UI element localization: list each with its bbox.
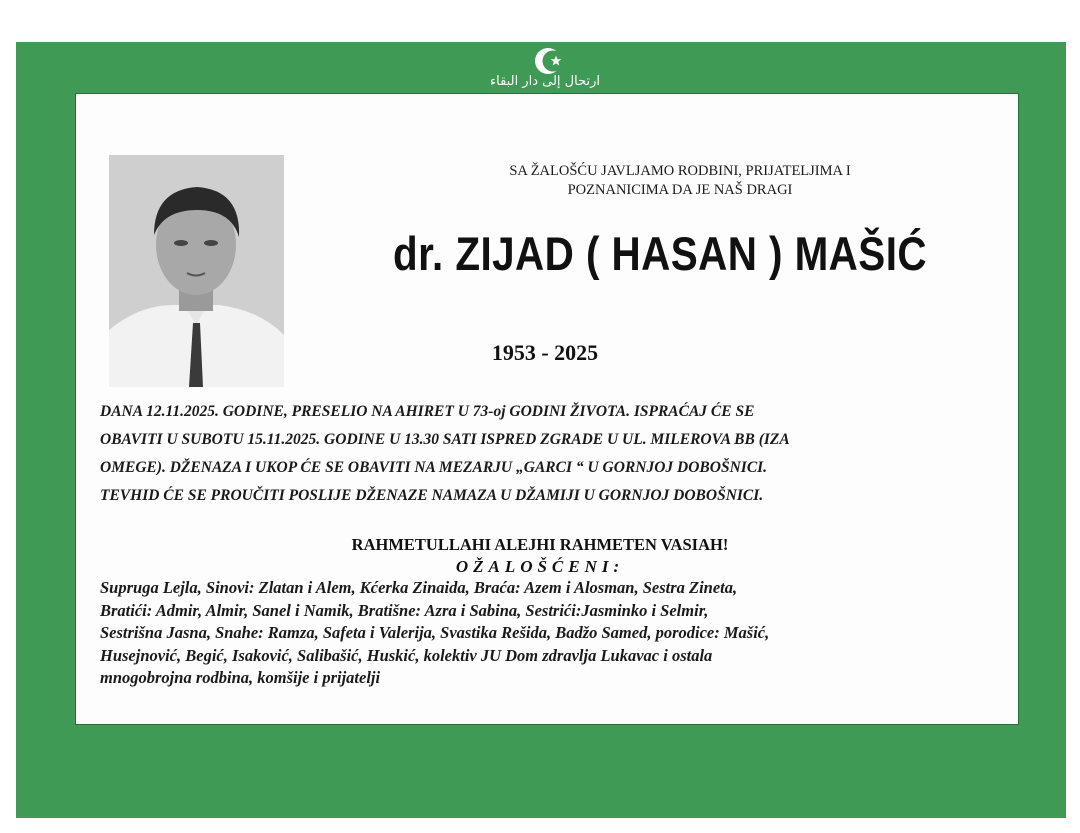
crescent-star-icon xyxy=(533,44,567,78)
mourners-title: OŽALOŠĆENI: xyxy=(455,557,625,576)
prayer-text: RAHMETULLAHI ALEJHI RAHMETEN VASIAH! xyxy=(351,535,729,554)
arabic-header-text: ارتحال إلى دار البقاء xyxy=(490,74,600,89)
portrait-photo xyxy=(109,155,284,387)
funeral-details-line: TEVHID ĆE SE PROUČITI POSLIJE DŽENAZE NAMAZA U DŽAMIJI U GORNJOJ DOBOŠNICI. xyxy=(100,487,764,504)
deceased-name: dr. ZIJAD ( HASAN ) MAŠIĆ xyxy=(392,227,927,280)
mourners-line: Bratići: Admir, Almir, Sanel i Namik, Bratišne: Azra i Sabina, Sestrići:Jasminko i Selmir, xyxy=(100,600,709,620)
mourners-line: Sestrišna Jasna, Snahe: Ramza, Safeta i Valerija, Svastika Rešida, Badžo Samed, porodice: Mašić, xyxy=(100,623,770,642)
funeral-details-line: OBAVITI U SUBOTU 15.11.2025. GODINE U 13.30 SATI ISPRED ZGRADE U UL. MILEROVA BB (IZA xyxy=(100,431,790,448)
mourners-line: Supruga Lejla, Sinovi: Zlatan i Alem, Kćerka Zinaida, Braća: Azem i Alosman, Sestra Zineta, xyxy=(100,578,738,597)
mourners-list xyxy=(100,577,990,690)
intro-text xyxy=(430,162,930,200)
funeral-details-line: DANA 12.11.2025. GODINE, PRESELIO NA AHIRET U 73-oj GODINI ŽIVOTA. ISPRAĆAJ ĆE SE xyxy=(100,403,755,420)
funeral-details xyxy=(100,398,988,510)
intro-line: POZNANICIMA DA JE NAŠ DRAGI xyxy=(567,182,793,198)
intro-line: SA ŽALOŠĆU JAVLJAMO RODBINI, PRIJATELJIMA I xyxy=(509,163,851,179)
mourners-line: Husejnović, Begić, Isaković, Salibašić, Huskić, kolektiv JU Dom zdravlja Lukavac i ostala xyxy=(100,645,713,665)
mourners-line: mnogobrojna rodbina, komšije i prijatelji xyxy=(100,668,381,687)
life-years: 1953 - 2025 xyxy=(491,340,599,365)
funeral-details-line: OMEGE). DŽENAZA I UKOP ĆE SE OBAVITI NA MEZARJU „GARCI “ U GORNJOJ DOBOŠNICI. xyxy=(100,459,768,476)
